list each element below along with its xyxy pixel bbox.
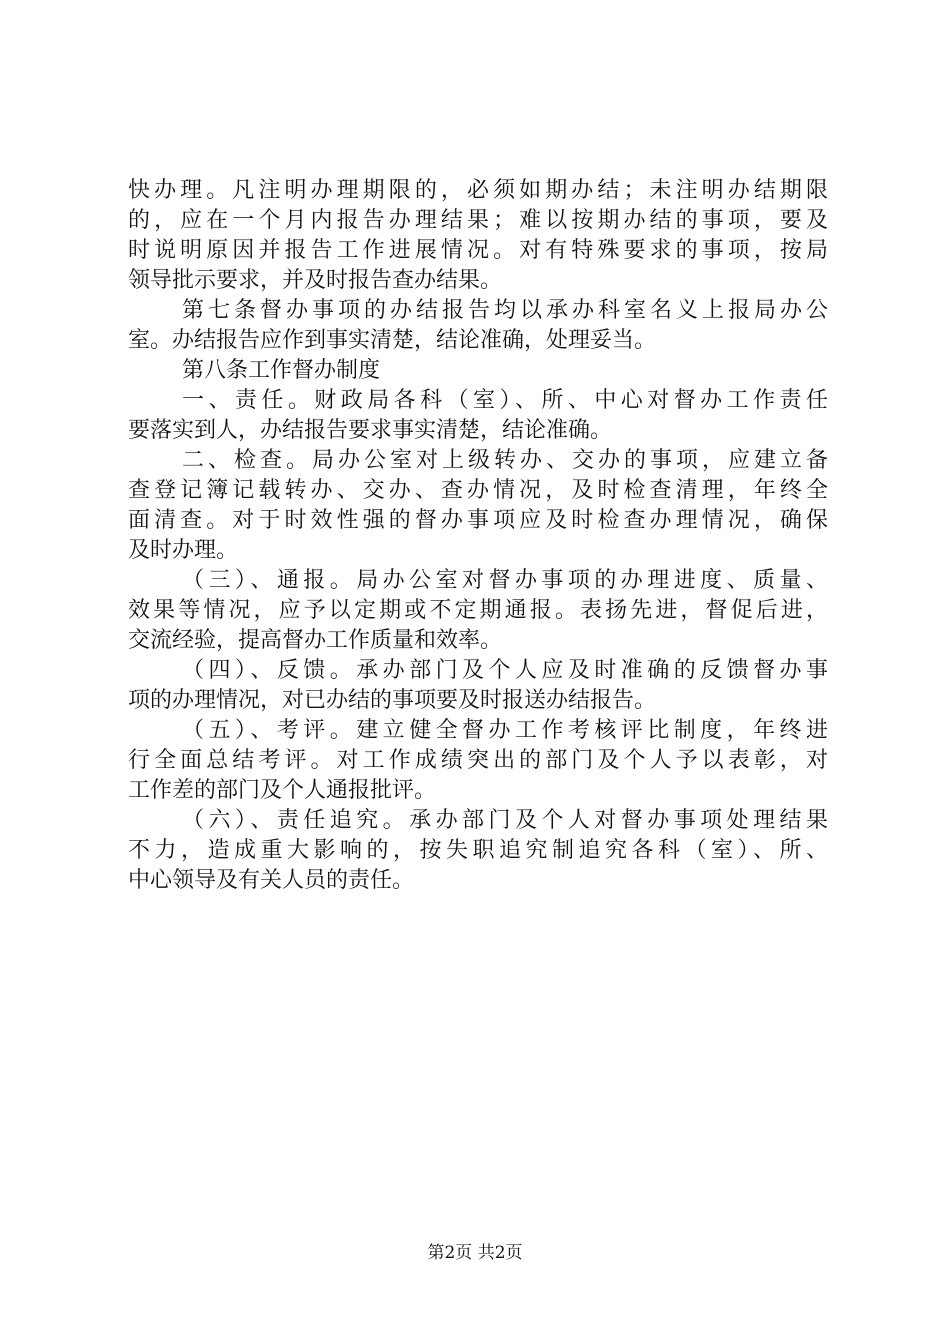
paragraph-line: 领导批示要求，并及时报告查办结果。 xyxy=(128,268,503,293)
paragraph-line: 时说明原因并报告工作进展情况。对有特殊要求的事项，按局 xyxy=(128,238,828,263)
paragraph-line: 行全面总结考评。对工作成绩突出的部门及个人予以表彰，对 xyxy=(128,748,828,773)
paragraph-line: 不力，造成重大影响的，按失职追究制追究各科（室）、所、 xyxy=(128,838,828,863)
paragraph-line: 效果等情况，应予以定期或不定期通报。表扬先进，督促后进， xyxy=(128,598,828,623)
paragraph-line: 交流经验，提高督办工作质量和效率。 xyxy=(128,628,503,653)
document-body xyxy=(128,176,828,896)
paragraph-line: 第七条督办事项的办结报告均以承办科室名义上报局办公 xyxy=(182,298,828,323)
paragraph-line: 室。办结报告应作到事实清楚，结论准确，处理妥当。 xyxy=(128,328,657,353)
paragraph-line: （五）、考评。建立健全督办工作考核评比制度，年终进 xyxy=(182,718,828,743)
paragraph-line: （六）、责任追究。承办部门及个人对督办事项处理结果 xyxy=(182,808,828,833)
paragraph-line: 查登记簿记载转办、交办、查办情况，及时检查清理，年终全 xyxy=(128,478,828,503)
paragraph-line: （三）、通报。局办公室对督办事项的办理进度、质量、 xyxy=(182,568,828,593)
page-number-footer: 第2页 共2页 xyxy=(427,1243,523,1263)
paragraph-line: 二、检查。局办公室对上级转办、交办的事项，应建立备 xyxy=(182,448,828,473)
paragraph-line: 快办理。凡注明办理期限的，必须如期办结；未注明办结期限 xyxy=(128,178,828,203)
paragraph-line: 及时办理。 xyxy=(128,538,239,563)
paragraph-line: 工作差的部门及个人通报批评。 xyxy=(128,778,437,803)
paragraph-line: 一、责任。财政局各科（室）、所、中心对督办工作责任 xyxy=(182,388,828,413)
paragraph-line: 中心领导及有关人员的责任。 xyxy=(128,868,415,893)
paragraph-line: （四）、反馈。承办部门及个人应及时准确的反馈督办事 xyxy=(182,658,828,683)
paragraph-line: 项的办理情况，对已办结的事项要及时报送办结报告。 xyxy=(128,688,657,713)
paragraph-line: 面清查。对于时效性强的督办事项应及时检查办理情况，确保 xyxy=(128,508,828,533)
paragraph-line: 要落实到人，办结报告要求事实清楚，结论准确。 xyxy=(128,418,613,443)
paragraph-line: 的，应在一个月内报告办理结果；难以按期办结的事项，要及 xyxy=(128,208,828,233)
paragraph-line: 第八条工作督办制度 xyxy=(182,358,381,383)
